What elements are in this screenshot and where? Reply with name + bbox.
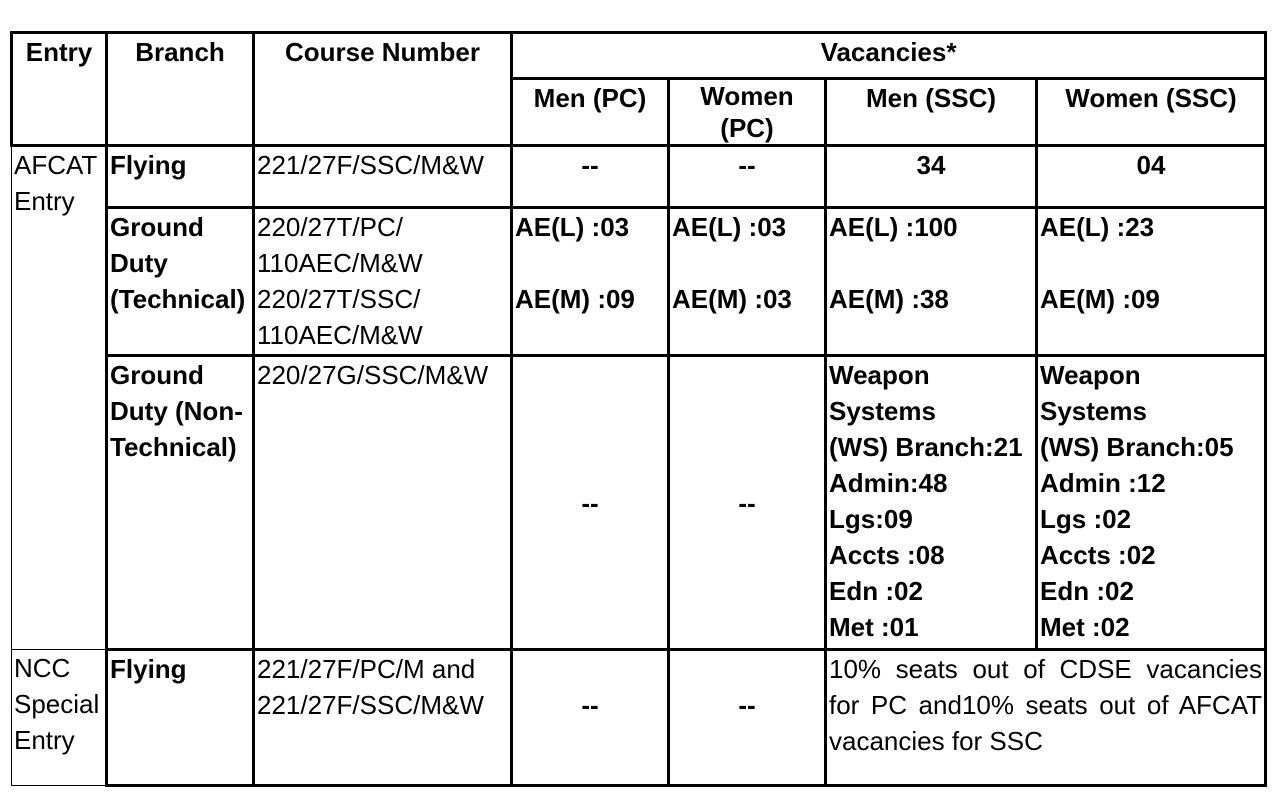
men-pc-value: -- <box>512 650 669 786</box>
header-women-ssc: Women (SSC) <box>1037 79 1266 146</box>
table-row <box>12 356 1266 650</box>
table-row <box>12 650 1266 786</box>
branch-flying: Flying <box>107 650 254 786</box>
header-entry: Entry <box>12 33 107 146</box>
women-pc-value: -- <box>669 650 826 786</box>
men-pc-value: -- <box>512 146 669 208</box>
course-number: 221/27F/SSC/M&W <box>254 146 512 208</box>
women-pc-value: -- <box>669 146 826 208</box>
header-men-pc: Men (PC) <box>512 79 669 146</box>
men-ssc-value: 34 <box>826 146 1037 208</box>
header-women-pc: Women (PC) <box>669 79 826 146</box>
table-row <box>12 208 1266 356</box>
men-pc-value: AE(L) :03 AE(M) :09 <box>512 208 669 356</box>
men-ssc-value: Weapon Systems (WS) Branch:21 Admin:48 Lgs:09 Accts :08 Edn :02 Met :01 <box>826 356 1037 650</box>
entry-afcat: AFCAT Entry <box>12 146 107 650</box>
women-ssc-value: Weapon Systems (WS) Branch:05 Admin :12 Lgs :02 Accts :02 Edn :02 Met :02 <box>1037 356 1266 650</box>
header-branch: Branch <box>107 33 254 146</box>
course-number: 220/27G/SSC/M&W <box>254 356 512 650</box>
header-men-ssc: Men (SSC) <box>826 79 1037 146</box>
branch-flying: Flying <box>107 146 254 208</box>
header-vacancies: Vacancies* <box>512 33 1266 79</box>
men-pc-value: -- <box>512 356 669 650</box>
men-ssc-value: AE(L) :100 AE(M) :38 <box>826 208 1037 356</box>
course-number: 221/27F/PC/M and 221/27F/SSC/M&W <box>254 650 512 786</box>
course-number: 220/27T/PC/ 110AEC/M&W 220/27T/SSC/ 110AEC/M&W <box>254 208 512 356</box>
women-pc-value: AE(L) :03 AE(M) :03 <box>669 208 826 356</box>
women-pc-value: -- <box>669 356 826 650</box>
table-row <box>12 146 1266 208</box>
header-course-number: Course Number <box>254 33 512 146</box>
women-ssc-value: AE(L) :23 AE(M) :09 <box>1037 208 1266 356</box>
branch-ground-non-technical: Ground Duty (Non- Technical) <box>107 356 254 650</box>
women-ssc-value: 04 <box>1037 146 1266 208</box>
entry-ncc: NCC Special Entry <box>12 650 107 786</box>
vacancies-table <box>10 31 1267 787</box>
ncc-note: 10% seats out of CDSE vacancies for PC and10% seats out of AFCAT vacancies for SSC <box>826 650 1266 786</box>
branch-ground-technical: Ground Duty (Technical) <box>107 208 254 356</box>
